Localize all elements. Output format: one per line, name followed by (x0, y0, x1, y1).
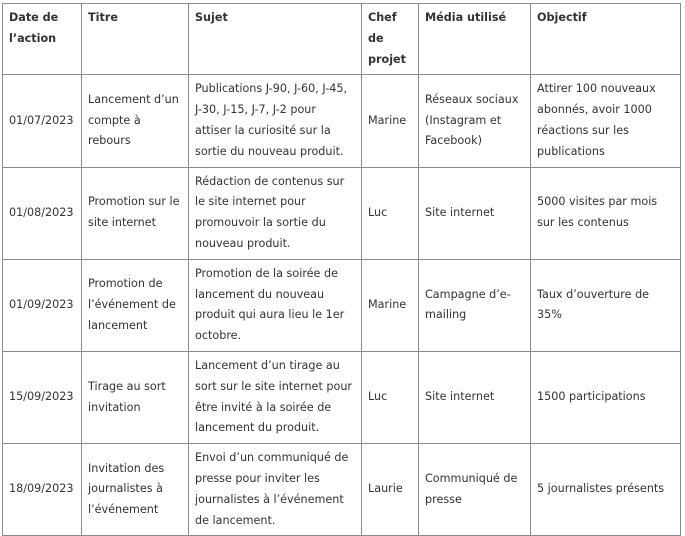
cell-chef: Laurie (362, 444, 419, 536)
cell-chef: Luc (362, 351, 419, 443)
cell-sujet: Lancement d’un tirage au sort sur le site internet pour être invité à la soirée de lancement du produit. (189, 351, 362, 443)
table-row (3, 167, 681, 259)
table-row (3, 75, 681, 167)
cell-media: Site internet (419, 167, 531, 259)
header-sujet: Sujet (189, 4, 362, 75)
action-plan-table (2, 3, 681, 536)
cell-chef: Marine (362, 75, 419, 167)
cell-objectif: 5 journalistes présents (531, 444, 681, 536)
table-row (3, 444, 681, 536)
cell-titre: Promotion sur le site internet (82, 167, 189, 259)
header-objectif: Objectif (531, 4, 681, 75)
cell-media: Communiqué de presse (419, 444, 531, 536)
cell-chef: Luc (362, 167, 419, 259)
cell-sujet: Promotion de la soirée de lancement du nouveau produit qui aura lieu le 1er octobre. (189, 259, 362, 351)
table-header-row (3, 4, 681, 75)
cell-titre: Tirage au sort invitation (82, 351, 189, 443)
cell-sujet: Publications J-90, J-60, J-45, J-30, J-15, J-7, J-2 pour attiser la curiosité sur la sortie du nouveau produit. (189, 75, 362, 167)
cell-media: Réseaux sociaux (Instagram et Facebook) (419, 75, 531, 167)
table-row (3, 351, 681, 443)
cell-objectif: 1500 participations (531, 351, 681, 443)
cell-media: Site internet (419, 351, 531, 443)
cell-date: 18/09/2023 (3, 444, 82, 536)
cell-date: 01/08/2023 (3, 167, 82, 259)
cell-date: 15/09/2023 (3, 351, 82, 443)
cell-date: 01/07/2023 (3, 75, 82, 167)
cell-objectif: Taux d’ouverture de 35% (531, 259, 681, 351)
cell-titre: Invitation des journalistes à l’événement (82, 444, 189, 536)
table-row (3, 259, 681, 351)
cell-titre: Lancement d’un compte à rebours (82, 75, 189, 167)
header-chef-de-projet: Chef de projet (362, 4, 419, 75)
cell-media: Campagne d’e-mailing (419, 259, 531, 351)
cell-sujet: Rédaction de contenus sur le site internet pour promouvoir la sortie du nouveau produit. (189, 167, 362, 259)
cell-titre: Promotion de l’événement de lancement (82, 259, 189, 351)
header-titre: Titre (82, 4, 189, 75)
cell-date: 01/09/2023 (3, 259, 82, 351)
header-date: Date de l’action (3, 4, 82, 75)
cell-chef: Marine (362, 259, 419, 351)
cell-objectif: 5000 visites par mois sur les contenus (531, 167, 681, 259)
header-media: Média utilisé (419, 4, 531, 75)
cell-objectif: Attirer 100 nouveaux abonnés, avoir 1000 réactions sur les publications (531, 75, 681, 167)
cell-sujet: Envoi d’un communiqué de presse pour inviter les journalistes à l’événement de lancement. (189, 444, 362, 536)
